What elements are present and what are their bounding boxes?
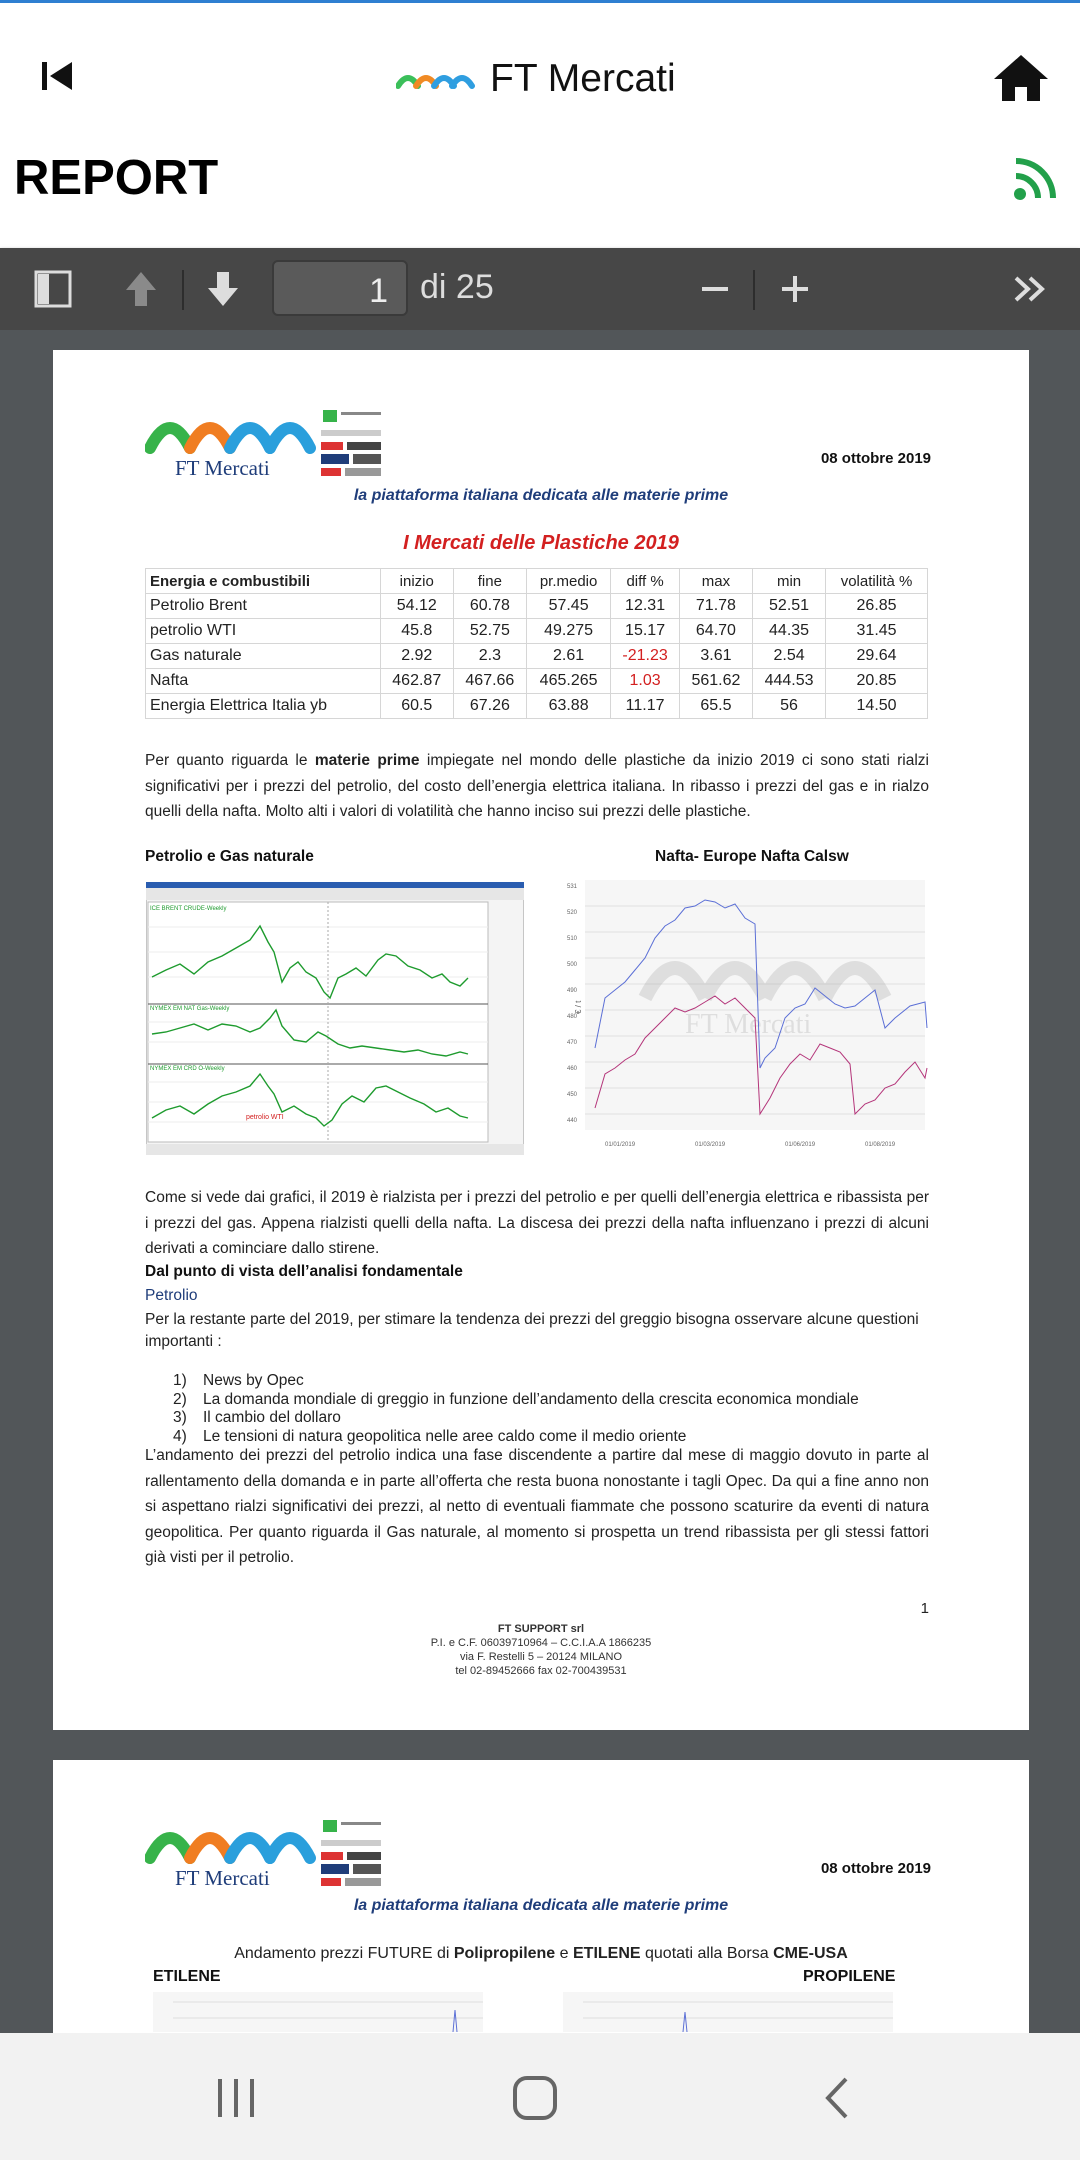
table-cell: 444.53 xyxy=(752,669,825,694)
skip-back-button[interactable] xyxy=(38,53,78,99)
next-page-button[interactable] xyxy=(202,266,244,312)
questions-list xyxy=(173,1372,859,1446)
table-cell: 31.45 xyxy=(826,619,928,644)
table-cell: 561.62 xyxy=(679,669,752,694)
footer-line: via F. Restelli 5 – 20124 MILANO xyxy=(459,1651,623,1663)
chart-left-title: Petrolio e Gas naturale xyxy=(145,848,314,865)
document-title: I Mercati delle Plastiche 2019 xyxy=(403,532,679,554)
pdf-page-2 xyxy=(53,1760,1029,2033)
subtitle-text: Andamento prezzi FUTURE di xyxy=(234,1945,454,1962)
table-cell: 49.275 xyxy=(526,619,610,644)
subtitle-bold: CME-USA xyxy=(773,1945,848,1962)
tools-menu-button[interactable] xyxy=(1010,266,1052,312)
table-cell: 2.92 xyxy=(380,644,453,669)
zoom-out-button[interactable] xyxy=(698,266,732,312)
recent-apps-button[interactable] xyxy=(206,2071,266,2125)
sidebar-toggle-button[interactable] xyxy=(32,266,74,312)
table-cell: 15.17 xyxy=(611,619,680,644)
footer-line: P.I. e C.F. 06039710964 – C.C.I.A.A 1866235 xyxy=(430,1637,652,1649)
y-tick-label: 470 xyxy=(567,1040,578,1046)
pdf-toolbar xyxy=(0,248,1080,330)
table-cell: 63.88 xyxy=(526,694,610,719)
table-header-cell: Energia e combustibili xyxy=(146,569,381,594)
nafta-chart-image xyxy=(565,878,930,1153)
petrolio-heading: Petrolio xyxy=(145,1287,198,1304)
table-header-row xyxy=(146,569,928,594)
chevron-left-icon xyxy=(808,2071,868,2125)
footer-line: tel 02-89452666 fax 02-700439531 xyxy=(455,1665,627,1677)
home-circle-icon xyxy=(505,2071,565,2125)
table-cell: 2.61 xyxy=(526,644,610,669)
list-number: 4) xyxy=(173,1427,187,1445)
minus-icon xyxy=(698,266,732,312)
page-number: 1 xyxy=(920,1600,929,1617)
intro-text: Per quanto riguarda le xyxy=(145,752,315,769)
table-cell: 1.03 xyxy=(611,669,680,694)
app-title: FT Mercati xyxy=(490,57,676,100)
chart-panel-label: ICE BRENT CRUDE-Weekly xyxy=(150,906,227,912)
toolbar-divider xyxy=(753,270,755,310)
y-tick-label: 510 xyxy=(567,936,578,942)
table-cell: 465.265 xyxy=(526,669,610,694)
table-cell: 64.70 xyxy=(679,619,752,644)
table-cell: 3.61 xyxy=(679,644,752,669)
arrow-down-icon xyxy=(202,266,244,312)
outlook-paragraph: L’andamento dei prezzi del petrolio indica una fase discendente a partire dal mese di maggio dovuto in parte al rallentamento della domanda e in parte all’offerta che resta buona nonostante i tagli Opec. Da qui a fine anno non si aspettano rialzi significativi dei prezzi, al netto di eventuali fiammate che possono scaturire da eventi di natura geopolitica. Per quanto riguarda il Gas naturale, al momento si prospetta un trend ribassista per gli stessi fattori già visti per il petrolio. xyxy=(145,1447,929,1566)
y-tick-label: 520 xyxy=(567,910,578,916)
analysis-paragraph: Come si vede dai grafici, il 2019 è rialzista per i prezzi del petrolio e per quelli dell’energia elettrica e ribassista per i prezzi del gas. Appena rialzisti quelli della nafta. La discesa dei prezzi della nafta influenzano i prezzi di alcuni derivati a cominciare dallo stirene. xyxy=(145,1189,929,1257)
plus-icon xyxy=(778,266,812,312)
x-tick-label: 01/01/2019 xyxy=(605,1142,636,1148)
table-row xyxy=(146,644,928,669)
list-text: Il cambio del dollaro xyxy=(203,1409,341,1426)
subtitle-bold: ETILENE xyxy=(573,1945,641,1962)
table-cell: 52.75 xyxy=(453,619,526,644)
chart-panel-label: NYMEX EM NAT Gas-Weekly xyxy=(150,1006,230,1012)
y-tick-label: 500 xyxy=(567,962,578,968)
home-icon xyxy=(992,51,1050,105)
list-text: La domanda mondiale di greggio in funzione dell’andamento della crescita economica mondiale xyxy=(203,1390,859,1408)
app-brand xyxy=(396,53,676,105)
pdf-page-1 xyxy=(53,350,1029,1730)
table-cell: 12.31 xyxy=(611,594,680,619)
page-footer xyxy=(53,1622,1029,1678)
previous-page-button[interactable] xyxy=(120,266,162,312)
chart-note: petrolio WTI xyxy=(246,1114,284,1121)
list-item xyxy=(173,1372,859,1391)
intro-bold: materie prime xyxy=(314,752,420,769)
table-header-cell: max xyxy=(679,569,752,594)
futures-subtitle xyxy=(53,1945,1029,1963)
home-nav-button[interactable] xyxy=(505,2071,565,2125)
fundamental-heading: Dal punto di vista dell’analisi fondamentale xyxy=(145,1263,463,1280)
y-tick-label: 440 xyxy=(567,1118,578,1124)
table-cell: 52.51 xyxy=(752,594,825,619)
sidebar-icon xyxy=(32,266,74,312)
toolbar-divider xyxy=(182,270,184,310)
y-axis-label: € / t xyxy=(574,1000,583,1014)
etilene-chart-image xyxy=(153,1992,483,2032)
subtitle-text: quotati alla Borsa xyxy=(640,1945,774,1962)
skip-back-icon xyxy=(38,53,78,99)
waves-logo-icon xyxy=(396,64,476,94)
table-header-cell: volatilità % xyxy=(826,569,928,594)
table-header-cell: min xyxy=(752,569,825,594)
table-cell: petrolio WTI xyxy=(146,619,381,644)
ft-mercati-logo xyxy=(145,408,405,493)
table-cell: 71.78 xyxy=(679,594,752,619)
y-tick-label: 450 xyxy=(567,1092,578,1098)
recent-apps-icon xyxy=(206,2071,266,2125)
tagline: la piattaforma italiana dedicata alle materie prime xyxy=(353,1897,729,1914)
table-cell: 2.3 xyxy=(453,644,526,669)
rss-button[interactable] xyxy=(1012,156,1058,202)
x-tick-label: 01/08/2019 xyxy=(865,1142,896,1148)
y-tick-label: 531 xyxy=(567,884,578,890)
table-cell: 467.66 xyxy=(453,669,526,694)
table-cell: 65.5 xyxy=(679,694,752,719)
tagline: la piattaforma italiana dedicata alle materie prime xyxy=(353,487,729,504)
table-cell: 462.87 xyxy=(380,669,453,694)
y-tick-label: 490 xyxy=(567,988,578,994)
list-number: 2) xyxy=(173,1390,187,1408)
double-chevron-right-icon xyxy=(1010,266,1052,312)
table-header-cell: inizio xyxy=(380,569,453,594)
table-cell: 14.50 xyxy=(826,694,928,719)
page-number-input[interactable]: 1 xyxy=(272,260,408,316)
table-row xyxy=(146,619,928,644)
table-cell: 29.64 xyxy=(826,644,928,669)
table-cell: 44.35 xyxy=(752,619,825,644)
footer-company: FT SUPPORT srl xyxy=(497,1623,585,1635)
questions-paragraph: Per la restante parte del 2019, per stimare la tendenza dei prezzi del greggio bisogna osservare alcune questioni importanti : xyxy=(145,1311,919,1350)
oil-gas-chart-image xyxy=(146,882,524,1155)
subtitle-text: e xyxy=(555,1945,573,1962)
section-title: REPORT xyxy=(14,151,219,205)
list-text: Le tensioni di natura geopolitica nelle aree caldo come il medio oriente xyxy=(203,1427,687,1445)
table-cell: 56 xyxy=(752,694,825,719)
table-cell: 54.12 xyxy=(380,594,453,619)
table-cell: 45.8 xyxy=(380,619,453,644)
table-cell: 60.78 xyxy=(453,594,526,619)
report-date: 08 ottobre 2019 xyxy=(820,450,931,467)
table-header-cell: fine xyxy=(453,569,526,594)
ft-mercati-logo xyxy=(145,1818,405,1903)
watermark-text: FT Mercati xyxy=(685,1009,812,1040)
page-count: di 25 xyxy=(420,268,494,306)
subtitle-bold: Polipropilene xyxy=(453,1945,556,1962)
table-header-cell: diff % xyxy=(611,569,680,594)
report-date: 08 ottobre 2019 xyxy=(820,1860,931,1877)
intro-text: impiegate nel mondo delle plastiche da inizio 2019 ci sono stati rialzi significativi per i prezzi del petrolio, del costo dell’energia elettrica italiana. In ribasso i prezzi del gas e in rialzo quelli della nafta. Molto alti i valori di volatilità che hanno inciso sui prezzi delle plastiche. xyxy=(145,752,929,820)
table-cell: Gas naturale xyxy=(146,644,381,669)
chart-right-title: Nafta- Europe Nafta Calsw xyxy=(655,848,849,865)
intro-paragraph xyxy=(145,748,929,825)
arrow-up-icon xyxy=(120,266,162,312)
table-cell: 57.45 xyxy=(526,594,610,619)
list-item xyxy=(173,1409,859,1428)
list-item xyxy=(173,1391,859,1410)
table-cell: 20.85 xyxy=(826,669,928,694)
y-tick-label: 460 xyxy=(567,1066,578,1072)
list-number: 3) xyxy=(173,1409,187,1426)
list-text: News by Opec xyxy=(203,1372,304,1389)
table-cell: 2.54 xyxy=(752,644,825,669)
rss-icon xyxy=(1012,156,1058,202)
table-cell: Petrolio Brent xyxy=(146,594,381,619)
propilene-chart-image xyxy=(563,1992,893,2032)
propilene-label: PROPILENE xyxy=(803,1968,896,1985)
x-tick-label: 01/03/2019 xyxy=(695,1142,726,1148)
app-bar xyxy=(0,3,1080,148)
system-navigation-bar xyxy=(0,2033,1080,2160)
table-cell: 60.5 xyxy=(380,694,453,719)
table-cell: 26.85 xyxy=(826,594,928,619)
table-cell: 67.26 xyxy=(453,694,526,719)
table-cell: Energia Elettrica Italia yb xyxy=(146,694,381,719)
back-nav-button[interactable] xyxy=(808,2071,868,2125)
x-tick-label: 01/06/2019 xyxy=(785,1142,816,1148)
logo-text: FT Mercati xyxy=(175,456,270,480)
y-tick-label: 480 xyxy=(567,1014,578,1020)
logo-text: FT Mercati xyxy=(175,1866,270,1890)
chart-panel-label: NYMEX EM CRD O-Weekly xyxy=(150,1066,225,1072)
table-row xyxy=(146,694,928,719)
list-number: 1) xyxy=(173,1372,187,1389)
table-row xyxy=(146,669,928,694)
pdf-viewer[interactable] xyxy=(0,330,1080,2033)
table-cell: 11.17 xyxy=(611,694,680,719)
table-row xyxy=(146,594,928,619)
table-header-cell: pr.medio xyxy=(526,569,610,594)
zoom-in-button[interactable] xyxy=(778,266,812,312)
table-cell: Nafta xyxy=(146,669,381,694)
home-button[interactable] xyxy=(992,51,1050,105)
markets-table xyxy=(145,568,928,719)
table-cell: -21.23 xyxy=(611,644,680,669)
etilene-label: ETILENE xyxy=(153,1968,221,1985)
